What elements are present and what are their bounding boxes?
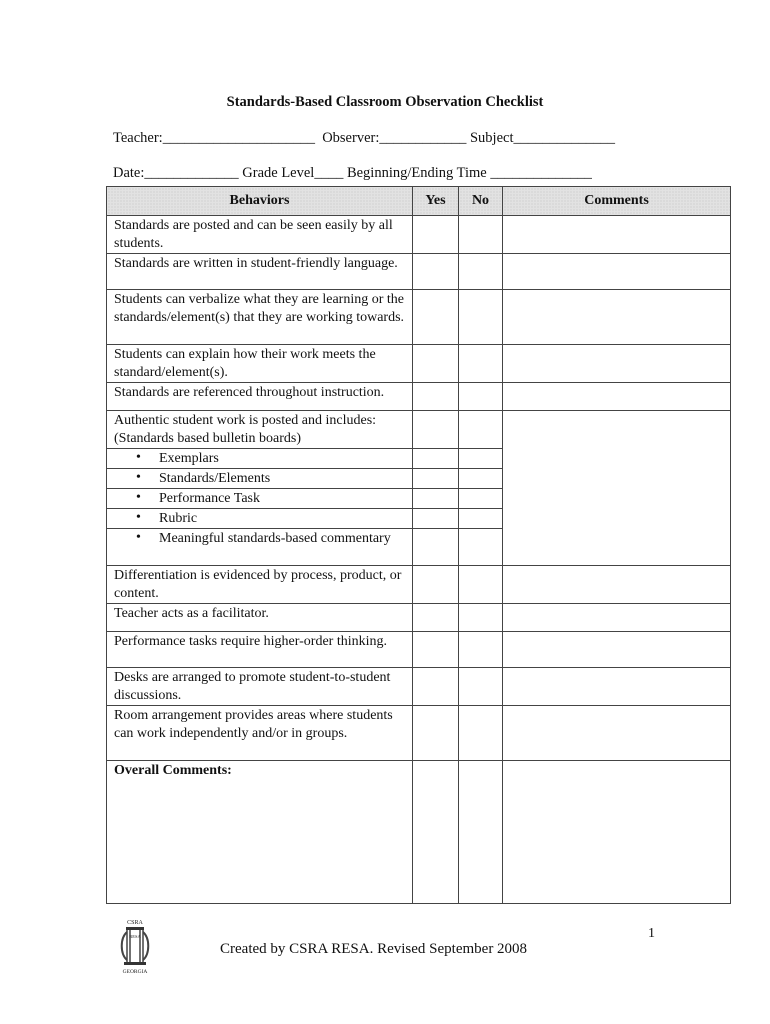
comments-cell[interactable] [503,668,731,706]
behavior-cell: Standards are written in student-friendly language. [107,254,413,290]
behavior-cell: Room arrangement provides areas where students can work independently and/or in groups. [107,706,413,761]
comments-cell[interactable] [503,411,731,566]
table-row [107,216,731,254]
footer-credit: Created by CSRA RESA. Revised September 2008 [220,941,528,957]
yes-cell[interactable] [413,290,459,345]
logo-cap [126,927,144,930]
bullet-item: • Exemplars [107,449,413,469]
yes-cell[interactable] [413,345,459,383]
yes-cell[interactable] [413,216,459,254]
yes-cell[interactable] [413,706,459,761]
behaviors-header: Behaviors [107,187,413,216]
behavior-cell: Authentic student work is posted and includes: (Standards based bulletin boards) [107,411,413,449]
no-cell[interactable] [459,345,503,383]
no-cell[interactable] [459,604,503,632]
no-cell[interactable] [459,469,503,489]
document-title: Standards-Based Classroom Observation Checklist [226,94,544,110]
comments-header: Comments [503,187,731,216]
no-cell[interactable] [459,216,503,254]
no-cell[interactable] [459,449,503,469]
no-cell[interactable] [459,566,503,604]
yes-cell[interactable] [413,469,459,489]
behavior-cell: Teacher acts as a facilitator. [107,604,413,632]
table-row [107,632,731,668]
bullet-item: • Rubric [107,509,413,529]
csra-resa-logo [112,918,158,976]
bullet-item: • Meaningful standards-based commentary [107,529,413,566]
comments-cell[interactable] [503,706,731,761]
yes-cell[interactable] [413,489,459,509]
teacher-observer-subject-line: Teacher:_____________________ Observer:____________ Subject______________ [113,130,615,146]
comments-cell[interactable] [503,290,731,345]
no-cell[interactable] [459,290,503,345]
logo-top-text: CSRA [127,920,143,926]
no-cell[interactable] [459,761,503,904]
no-cell[interactable] [459,489,503,509]
behavior-cell: Standards are referenced throughout instruction. [107,383,413,411]
comments-cell[interactable] [503,566,731,604]
logo-side-text: RESA [129,934,141,939]
no-cell[interactable] [459,632,503,668]
yes-cell[interactable] [413,411,459,449]
logo-base [124,962,146,965]
table-row [107,383,731,411]
no-cell[interactable] [459,529,503,566]
no-cell[interactable] [459,706,503,761]
table-row [107,706,731,761]
yes-cell[interactable] [413,509,459,529]
table-row [107,604,731,632]
no-cell[interactable] [459,383,503,411]
yes-cell[interactable] [413,761,459,904]
table-row [107,566,731,604]
behavior-cell: Desks are arranged to promote student-to-student discussions. [107,668,413,706]
date-grade-time-line: Date:_____________ Grade Level____ Beginning/Ending Time ______________ [113,165,592,181]
page-number: 1 [648,926,655,941]
comments-cell[interactable] [503,254,731,290]
behavior-cell: Differentiation is evidenced by process, product, or content. [107,566,413,604]
yes-cell[interactable] [413,449,459,469]
table-row [107,254,731,290]
yes-cell[interactable] [413,632,459,668]
comments-cell[interactable] [503,632,731,668]
table-row [107,345,731,383]
table-header-row [107,187,731,216]
no-cell[interactable] [459,411,503,449]
yes-cell[interactable] [413,529,459,566]
overall-comments-cell[interactable]: Overall Comments: [107,761,413,904]
no-cell[interactable] [459,509,503,529]
yes-cell[interactable] [413,566,459,604]
logo-bottom-text: GEORGIA [122,969,148,975]
yes-cell[interactable] [413,604,459,632]
yes-header: Yes [413,187,459,216]
bullet-item: • Performance Task [107,489,413,509]
yes-cell[interactable] [413,383,459,411]
observation-checklist-table [106,186,731,904]
table-row [107,290,731,345]
table-row [107,411,731,449]
comments-cell[interactable] [503,216,731,254]
table-row [107,668,731,706]
bullet-item: • Standards/Elements [107,469,413,489]
comments-cell[interactable] [503,383,731,411]
behavior-cell: Performance tasks require higher-order thinking. [107,632,413,668]
yes-cell[interactable] [413,254,459,290]
no-cell[interactable] [459,668,503,706]
behavior-cell: Students can verbalize what they are learning or the standards/element(s) that they are working towards. [107,290,413,345]
behavior-cell: Students can explain how their work meets the standard/element(s). [107,345,413,383]
comments-cell[interactable] [503,761,731,904]
comments-cell[interactable] [503,345,731,383]
no-header: No [459,187,503,216]
comments-cell[interactable] [503,604,731,632]
behavior-cell: Standards are posted and can be seen easily by all students. [107,216,413,254]
table-row [107,761,731,904]
no-cell[interactable] [459,254,503,290]
yes-cell[interactable] [413,668,459,706]
